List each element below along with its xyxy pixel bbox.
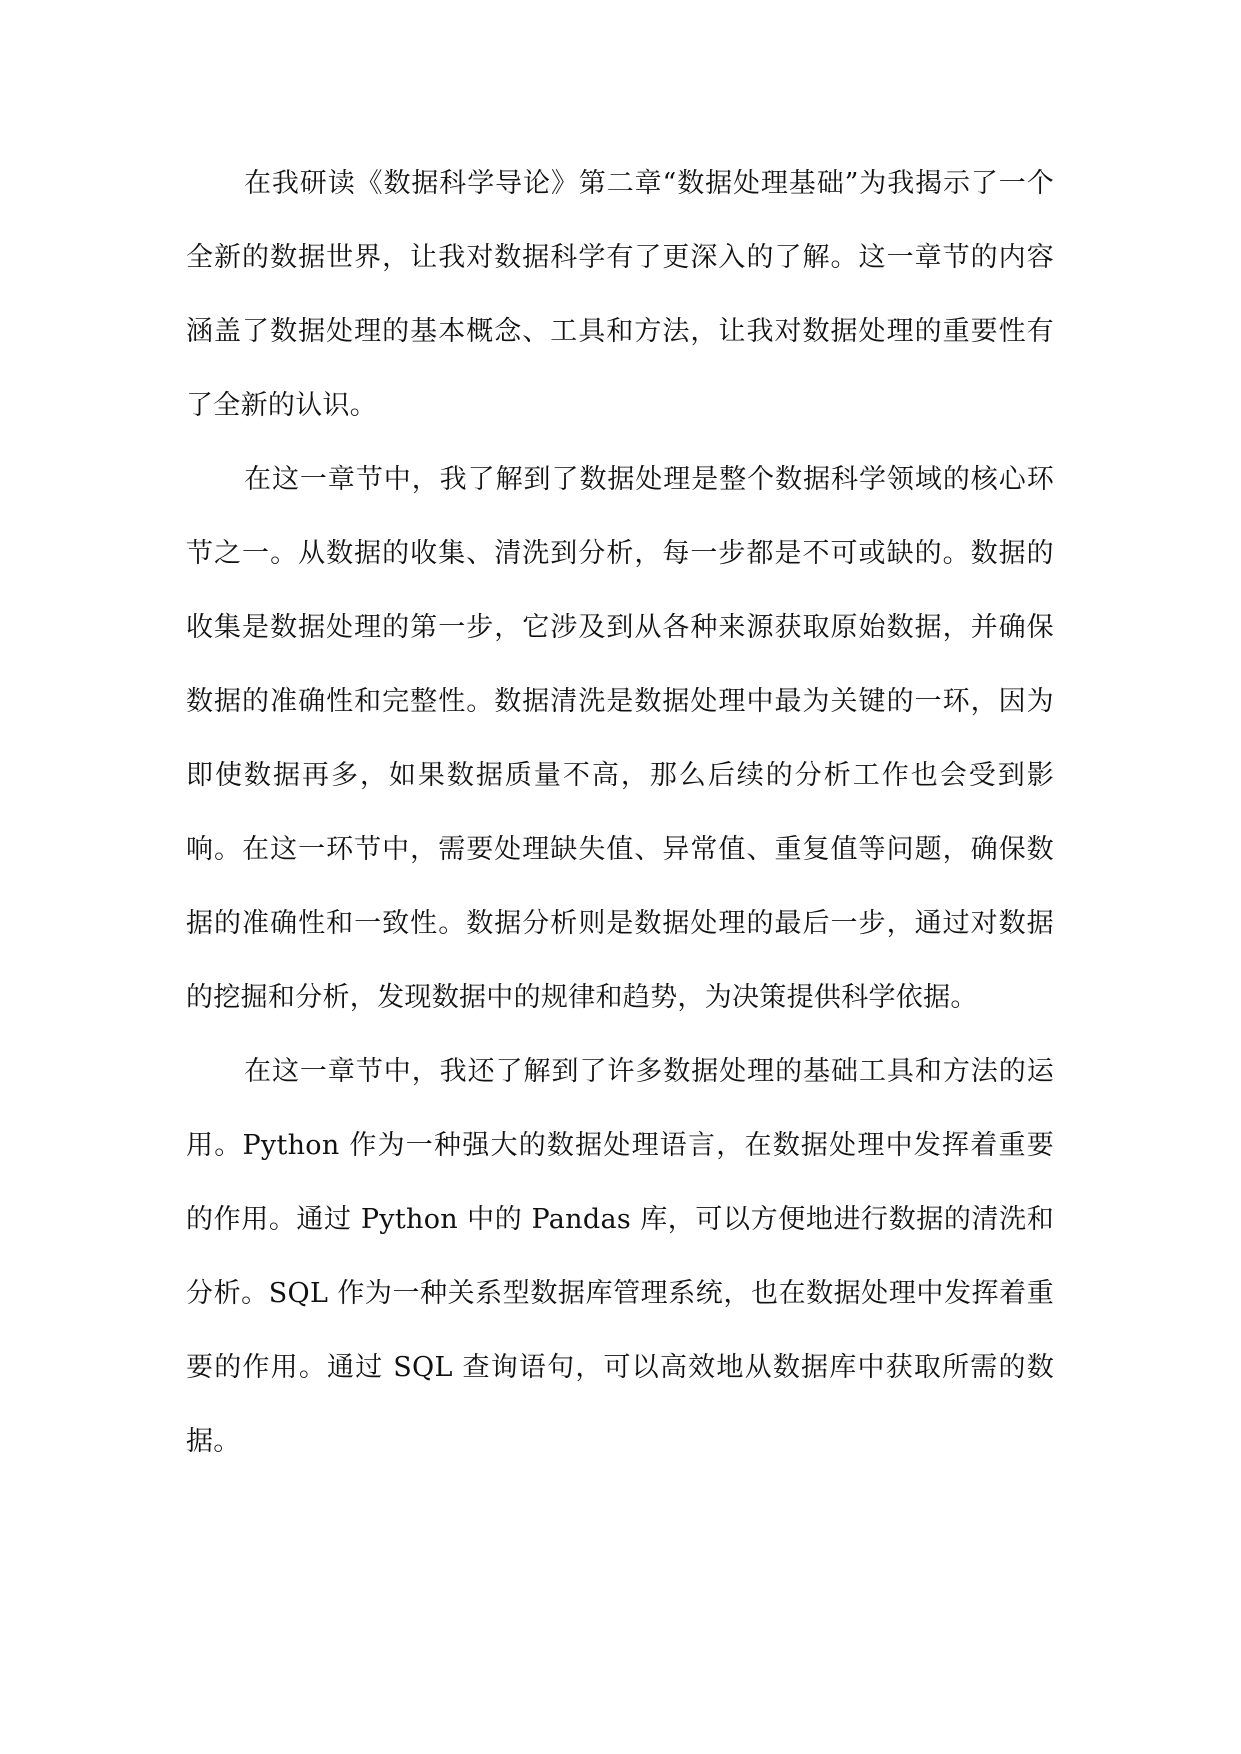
paragraph-intro: 在我研读《数据科学导论》第二章“数据处理基础”为我揭示了一个全新的数据世界，让我对数据科学有了更深入的了解。这一章节的内容涵盖了数据处理的基本概念、工具和方法，让我对数据处理的重要性有了全新的认识。 xyxy=(186,168,1054,421)
document-body xyxy=(186,147,1054,1479)
paragraph-tools-and-methods: 在这一章节中，我还了解到了许多数据处理的基础工具和方法的运用。Python 作为一种强大的数据处理语言，在数据处理中发挥着重要的作用。通过 Python 中的 Pandas 库，可以方便地进行数据的清洗和分析。SQL 作为一种关系型数据库管理系统，也在数据处理中发挥着重要的作用。通过 SQL 查询语句，可以高效地从数据库中获取所需的数据。 xyxy=(186,1056,1054,1457)
paragraph-data-processing-steps: 在这一章节中，我了解到了数据处理是整个数据科学领域的核心环节之一。从数据的收集、清洗到分析，每一步都是不可或缺的。数据的收集是数据处理的第一步，它涉及到从各种来源获取原始数据，并确保数据的准确性和完整性。数据清洗是数据处理中最为关键的一环，因为即使数据再多，如果数据质量不高，那么后续的分析工作也会受到影响。在这一环节中，需要处理缺失值、异常值、重复值等问题，确保数据的准确性和一致性。数据分析则是数据处理的最后一步，通过对数据的挖掘和分析，发现数据中的规律和趋势，为决策提供科学依据。 xyxy=(186,464,1054,1013)
